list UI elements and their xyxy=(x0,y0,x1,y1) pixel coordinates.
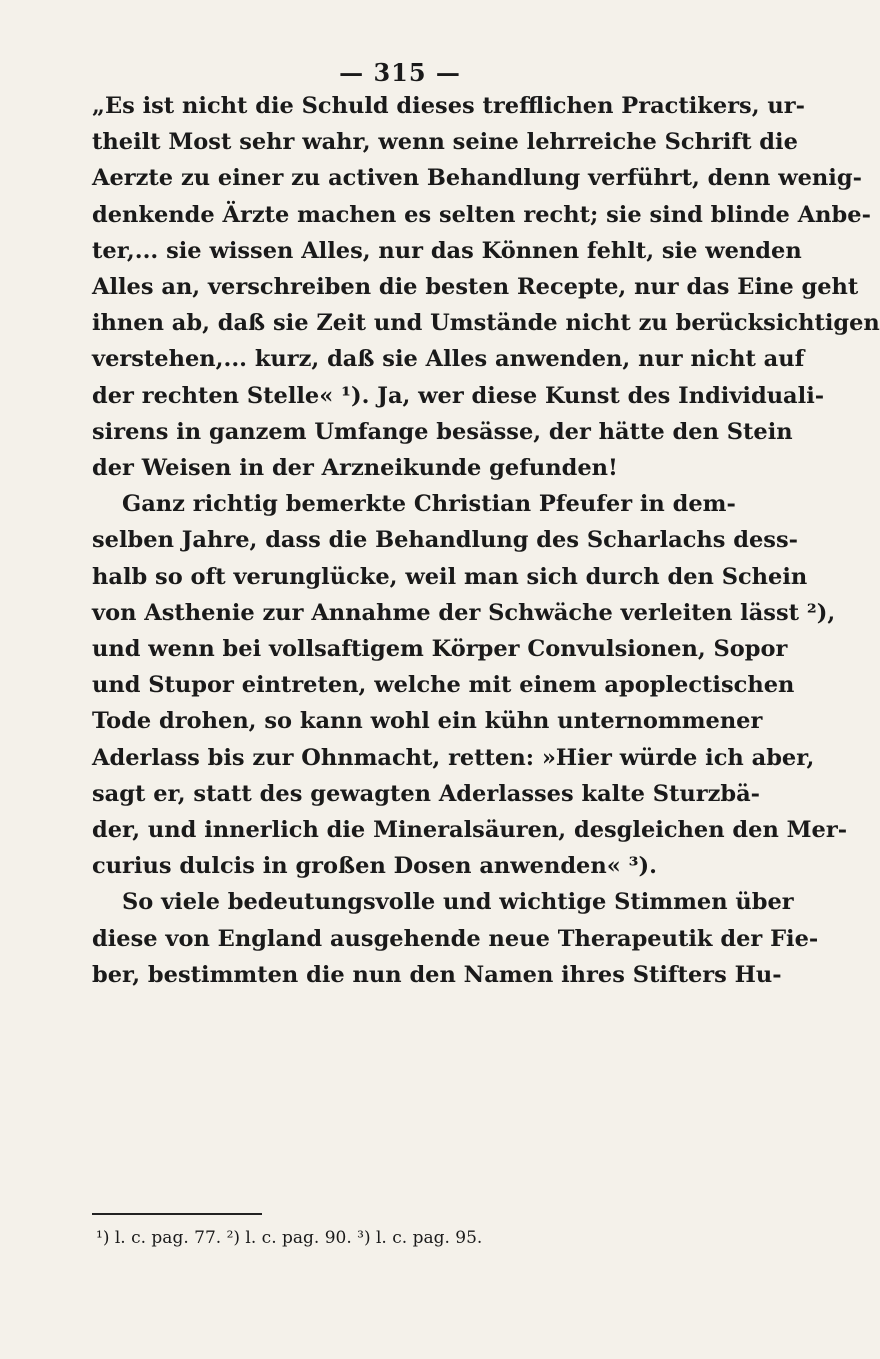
text-line: ihnen ab, daß sie Zeit und Umstände nicht zu berücksichtigen xyxy=(92,310,880,337)
page-header: — 315 — xyxy=(339,58,461,87)
text-line: Tode drohen, so kann wohl ein kühn unternommener xyxy=(92,708,763,735)
text-line: Ganz richtig bemerkte Christian Pfeufer in dem- xyxy=(122,491,736,518)
text-line: halb so oft verunglücke, weil man sich durch den Schein xyxy=(92,563,808,590)
footnotes: ¹) l. c. pag. 77. ²) l. c. pag. 90. ³) l. c. pag. 95. xyxy=(96,1228,483,1248)
text-line: der rechten Stelle« ¹). Ja, wer diese Kunst des Individuali- xyxy=(92,382,825,409)
text-line: curius dulcis in großen Dosen anwenden« ³). xyxy=(92,853,657,880)
text-line: diese von England ausgehende neue Therapeutik der Fie- xyxy=(92,925,819,952)
text-line: verstehen,... kurz, daß sie Alles anwenden, nur nicht auf xyxy=(92,346,805,373)
text-line: So viele bedeutungsvolle und wichtige Stimmen über xyxy=(122,889,794,916)
text-line: und Stupor eintreten, welche mit einem apoplectischen xyxy=(92,672,795,699)
text-line: der, und innerlich die Mineralsäuren, desgleichen den Mer- xyxy=(92,817,848,844)
text-line: der Weisen in der Arzneikunde gefunden! xyxy=(92,455,618,482)
text-line: theilt Most sehr wahr, wenn seine lehrreiche Schrift die xyxy=(92,129,798,156)
text-line: „Es ist nicht die Schuld dieses trefflichen Practikers, ur- xyxy=(92,93,805,119)
footnote-divider xyxy=(92,1213,262,1215)
text-line: selben Jahre, dass die Behandlung des Scharlachs dess- xyxy=(92,527,798,554)
text-line: denkende Ärzte machen es selten recht; sie sind blinde Anbe- xyxy=(92,201,871,228)
text-line: sirens in ganzem Umfange besässe, der hätte den Stein xyxy=(92,418,793,445)
text-line: ter,... sie wissen Alles, nur das Können fehlt, sie wenden xyxy=(92,237,802,264)
text-line: Aderlass bis zur Ohnmacht, retten: »Hier würde ich aber, xyxy=(92,744,815,771)
text-line: sagt er, statt des gewagten Aderlasses kalte Sturzbä- xyxy=(92,780,761,807)
text-line: ber, bestimmten die nun den Namen ihres Stifters Hu- xyxy=(92,961,782,988)
text-line: Aerzte zu einer zu activen Behandlung verführt, denn wenig- xyxy=(92,165,862,192)
body-text xyxy=(92,88,880,993)
text-line: und wenn bei vollsaftigem Körper Convulsionen, Sopor xyxy=(92,636,788,663)
text-line: von Asthenie zur Annahme der Schwäche verleiten lässt ²), xyxy=(92,599,836,626)
text-line: Alles an, verschreiben die besten Recepte, nur das Eine geht xyxy=(92,274,859,301)
